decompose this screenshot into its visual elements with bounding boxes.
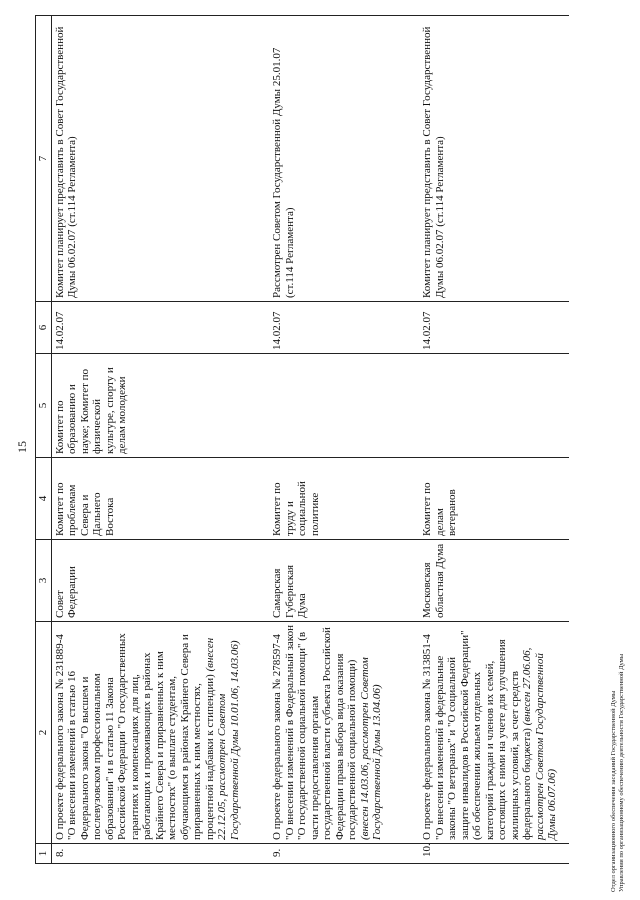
co-committees <box>269 354 419 458</box>
col-header-6: 6 <box>36 302 52 354</box>
bill-title: О проекте федерального закона № 313851-4 "О внесении изменений в федеральные законы "О ветеранах" и "О социальной защите инвалидов в Российской Федерации" (об обеспечении жильем отдельных категорий граждан и членов их семей, состоящих с ними на учете для улучшения жилищных условий, за счет средств федерального бюджета) <box>421 630 533 840</box>
co-committees <box>419 354 569 458</box>
date: 14.02.07 <box>419 302 569 354</box>
footer <box>610 654 626 892</box>
col-header-2: 2 <box>36 622 52 844</box>
table-row <box>269 16 419 864</box>
table-row <box>51 16 269 864</box>
col-header-7: 7 <box>36 16 52 302</box>
bill-description <box>51 622 269 844</box>
status: Рассмотрен Советом Государственной Думы 25.01.07 (ст.114 Регламента) <box>269 16 419 302</box>
column-number-row <box>36 16 52 864</box>
status: Комитет планирует представить в Совет Государственной Думы 06.02.07 (ст.114 Регламента) <box>419 16 569 302</box>
table-row <box>419 16 569 864</box>
bill-description <box>419 622 569 844</box>
page-number: 15 <box>15 441 29 453</box>
co-committees: Комитет по образованию и науке; Комитет по физической культуре, спорту и делам молодежи <box>51 354 269 458</box>
bill-description <box>269 622 419 844</box>
col-header-3: 3 <box>36 540 52 622</box>
date: 14.02.07 <box>269 302 419 354</box>
date: 14.02.07 <box>51 302 269 354</box>
footer-line-2: Управления по организационному обеспечению деятельности Государственной Думы <box>618 653 625 892</box>
row-number: 8. <box>51 844 269 864</box>
initiator: Самарская Губернская Дума <box>269 540 419 622</box>
responsible-committee: Комитет по делам ветеранов <box>419 458 569 540</box>
status: Комитет планирует представить в Совет Государственной Думы 06.02.07 (ст.114 Регламента) <box>51 16 269 302</box>
bill-title: О проекте федерального закона № 278597-4 "О внесении изменений в Федеральный закон "О государственной социальной помощи" (в части предоставления органам государственной власти субъекта Российской Федерации права выбора вида оказания государственной социальной помощи) <box>271 625 358 840</box>
responsible-committee: Комитет по проблемам Севера и Дальнего Востока <box>51 458 269 540</box>
bills-table <box>35 15 569 864</box>
bill-title: О проекте федерального закона № 231889-4 "О внесении изменений в статью 16 Федерального закона "О высшем и послевузовском профессиональном образовании" и в статью 11 Закона Российской Федерации "О государственных гарантиях и компенсациях для лиц, работающих и проживающих в районах Крайнего Севера и приравненных к ним местностях" (о выплате студентам, обучающимся в районах Крайнего Севера и приравненных к ним местностях, процентной надбавки к стипендии) <box>53 633 216 840</box>
initiator: Совет Федерации <box>51 540 269 622</box>
row-number: 9. <box>269 844 419 864</box>
col-header-4: 4 <box>36 458 52 540</box>
bill-note: (внесен 27.06.06, рассмотрен Советом Государственной Думы 06.07.06) <box>521 647 558 840</box>
col-header-5: 5 <box>36 354 52 458</box>
footer-line-1: Отдел организационного обеспечения заседаний Государственной Думы <box>610 690 617 892</box>
bill-note: (внесен 14.03.06, рассмотрен Советом Государственной Думы 13.04.06) <box>358 657 383 840</box>
bill-note: (внесен 22.12.05, рассмотрен Советом Государственной Думы 10.01.06, 14.03.06) <box>203 637 241 840</box>
row-number: 10. <box>419 844 569 864</box>
initiator: Московская областная Дума <box>419 540 569 622</box>
col-header-1: 1 <box>36 844 52 864</box>
responsible-committee: Комитет по труду и социальной политике <box>269 458 419 540</box>
